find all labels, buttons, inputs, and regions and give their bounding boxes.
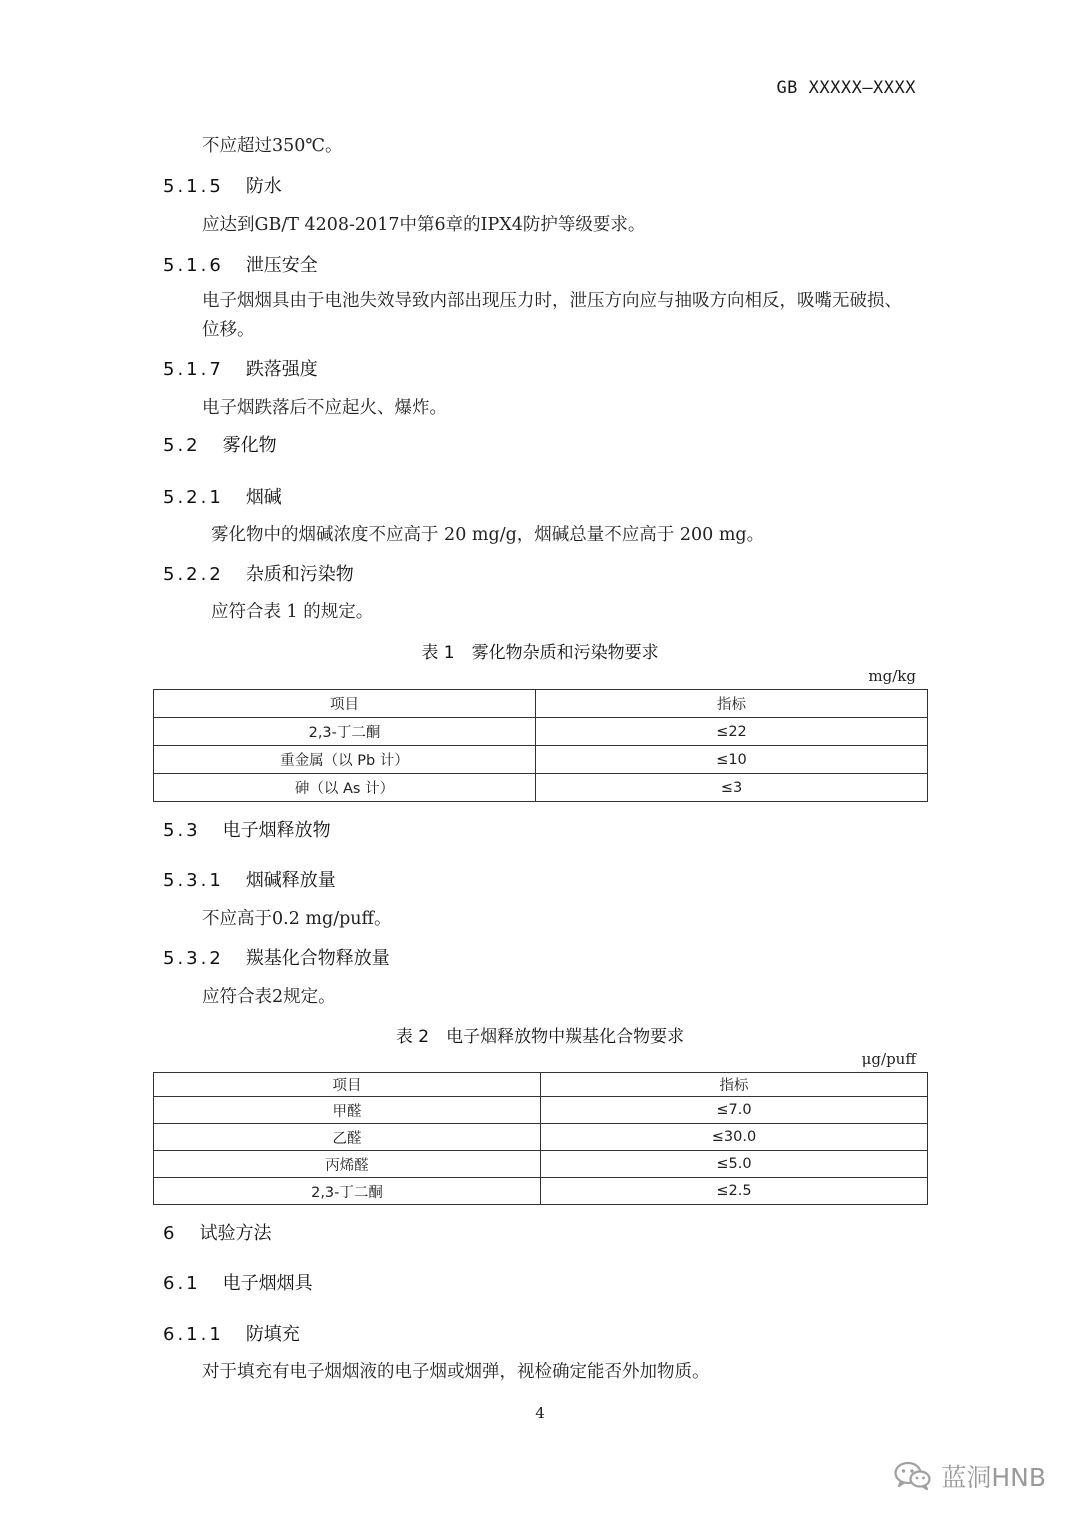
heading-number: 6 bbox=[163, 1223, 178, 1244]
heading-5-1-6 bbox=[163, 251, 318, 277]
watermark-text: 蓝洞HNB bbox=[941, 1463, 1046, 1492]
heading-title: 泄压安全 bbox=[245, 255, 318, 276]
heading-6 bbox=[163, 1219, 271, 1245]
table2-caption: 表 2 电子烟释放物中羰基化合物要求 bbox=[395, 1027, 685, 1047]
heading-5-3-1 bbox=[163, 866, 336, 892]
heading-title: 羰基化合物释放量 bbox=[245, 948, 390, 969]
table-cell: 2,3-丁二酮 bbox=[154, 718, 536, 746]
table-cell: ≤30.0 bbox=[541, 1124, 928, 1151]
paragraph-5-2-2: 应符合表 1 的规定。 bbox=[211, 602, 374, 622]
paragraph-5-2-1: 雾化物中的烟碱浓度不应高于 20 mg/g，烟碱总量不应高于 200 mg。 bbox=[211, 525, 765, 545]
heading-title: 电子烟释放物 bbox=[222, 820, 331, 841]
standard-number: GB XXXXX—XXXX bbox=[776, 78, 916, 98]
table1-caption: 表 1 雾化物杂质和污染物要求 bbox=[421, 643, 659, 663]
table-row bbox=[154, 1178, 928, 1205]
heading-5-3 bbox=[163, 816, 331, 842]
table-cell: ≤2.5 bbox=[541, 1178, 928, 1205]
heading-5-1-7 bbox=[163, 355, 318, 381]
table-header-cell: 项目 bbox=[154, 690, 536, 718]
heading-5-2-2 bbox=[163, 560, 354, 586]
table-cell: ≤7.0 bbox=[541, 1097, 928, 1124]
heading-title: 防填充 bbox=[245, 1324, 300, 1345]
heading-5-2 bbox=[163, 431, 277, 457]
paragraph-5-3-2: 应符合表2规定。 bbox=[202, 987, 336, 1007]
table-cell: ≤3 bbox=[536, 774, 928, 802]
table-cell: ≤5.0 bbox=[541, 1151, 928, 1178]
intro-line: 不应超过350℃。 bbox=[202, 136, 343, 156]
table-row bbox=[154, 774, 928, 802]
heading-title: 烟碱释放量 bbox=[245, 870, 336, 891]
table1-unit: mg/kg bbox=[868, 667, 916, 685]
heading-5-2-1 bbox=[163, 483, 282, 509]
heading-title: 杂质和污染物 bbox=[245, 564, 354, 585]
table-cell: ≤22 bbox=[536, 718, 928, 746]
heading-title: 跌落强度 bbox=[245, 359, 318, 380]
paragraph-5-3-1: 不应高于0.2 mg/puff。 bbox=[202, 909, 392, 929]
heading-title: 防水 bbox=[245, 176, 282, 197]
paragraph-5-1-5: 应达到GB/T 4208-2017中第6章的IPX4防护等级要求。 bbox=[202, 215, 646, 235]
heading-number: 5.2 bbox=[163, 435, 201, 456]
table1 bbox=[153, 689, 928, 802]
table-cell: 甲醛 bbox=[154, 1097, 541, 1124]
table-cell: 砷（以 As 计） bbox=[154, 774, 536, 802]
table-row bbox=[154, 1097, 928, 1124]
heading-title: 试验方法 bbox=[199, 1223, 272, 1244]
heading-title: 电子烟烟具 bbox=[222, 1273, 313, 1294]
heading-number: 5.2.2 bbox=[163, 564, 224, 585]
table-row bbox=[154, 718, 928, 746]
table-row bbox=[154, 1151, 928, 1178]
table-row bbox=[154, 746, 928, 774]
page-number: 4 bbox=[535, 1404, 545, 1422]
heading-number: 5.1.6 bbox=[163, 255, 224, 276]
table-cell: 丙烯醛 bbox=[154, 1151, 541, 1178]
table-cell: 2,3-丁二酮 bbox=[154, 1178, 541, 1205]
table-header-cell: 项目 bbox=[154, 1073, 541, 1097]
table-row bbox=[154, 1124, 928, 1151]
heading-number: 6.1.1 bbox=[163, 1324, 224, 1345]
table2-unit: μg/puff bbox=[861, 1050, 916, 1068]
table-header-cell: 指标 bbox=[541, 1073, 928, 1097]
heading-number: 5.3 bbox=[163, 820, 201, 841]
table-cell: 重金属（以 Pb 计） bbox=[154, 746, 536, 774]
heading-5-1-5 bbox=[163, 172, 282, 198]
heading-6-1 bbox=[163, 1269, 313, 1295]
table-header-row bbox=[154, 1073, 928, 1097]
heading-number: 5.3.1 bbox=[163, 870, 224, 891]
heading-number: 5.3.2 bbox=[163, 948, 224, 969]
wechat-icon bbox=[893, 1460, 933, 1492]
table-header-row bbox=[154, 690, 928, 718]
watermark bbox=[893, 1458, 1046, 1494]
paragraph-5-1-6: 电子烟烟具由于电池失效导致内部出现压力时，泄压方向应与抽吸方向相反，吸嘴无破损、位移。 bbox=[202, 291, 902, 340]
heading-number: 5.1.7 bbox=[163, 359, 224, 380]
heading-title: 雾化物 bbox=[222, 435, 277, 456]
paragraph-5-1-7: 电子烟跌落后不应起火、爆炸。 bbox=[202, 398, 447, 418]
heading-5-3-2 bbox=[163, 944, 390, 970]
heading-6-1-1 bbox=[163, 1320, 300, 1346]
heading-number: 5.2.1 bbox=[163, 487, 224, 508]
table-cell: 乙醛 bbox=[154, 1124, 541, 1151]
table2 bbox=[153, 1072, 928, 1205]
table-header-cell: 指标 bbox=[536, 690, 928, 718]
heading-title: 烟碱 bbox=[245, 487, 282, 508]
table-cell: ≤10 bbox=[536, 746, 928, 774]
paragraph-6-1-1: 对于填充有电子烟烟液的电子烟或烟弹，视检确定能否外加物质。 bbox=[202, 1362, 710, 1382]
heading-number: 6.1 bbox=[163, 1273, 201, 1294]
heading-number: 5.1.5 bbox=[163, 176, 224, 197]
